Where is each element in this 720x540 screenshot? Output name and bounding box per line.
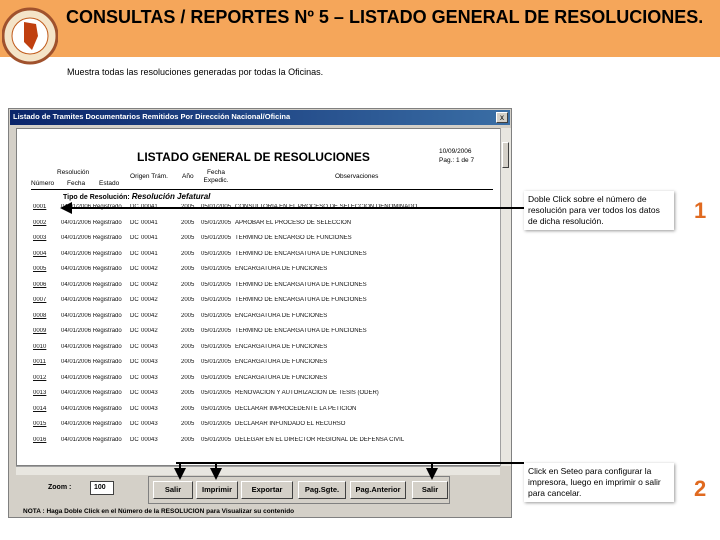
callout-2-badge: 2: [694, 476, 707, 501]
row-fecha: 05/01/2005: [201, 405, 232, 412]
row-date-status: 04/01/2006 Registrado: [61, 250, 122, 257]
exportar-button[interactable]: Exportar: [241, 481, 293, 499]
row-fecha: 05/01/2005: [201, 219, 232, 226]
row-fecha: 05/01/2005: [201, 235, 232, 241]
row-asunto: TERMINO DE ENCARGO DE FUNCIONES: [235, 235, 352, 241]
row-fecha: 05/01/2005: [201, 204, 232, 210]
row-date-status: 04/01/2006 Registrado: [61, 343, 122, 350]
resolution-number[interactable]: 0013: [33, 390, 47, 396]
salir-button[interactable]: Salir: [412, 481, 448, 499]
row-tramite: 00043: [141, 343, 158, 350]
row-fecha: 05/01/2005: [201, 328, 232, 334]
note-text: NOTA : Haga Doble Click en el Número de la RESOLUCION para Visualizar su contenido: [23, 508, 295, 515]
row-origin: DC: [130, 359, 139, 365]
row-origin: DC: [130, 266, 139, 272]
table-row: [33, 282, 495, 298]
slide-subtitle: Muestra todas las resoluciones generadas por todas la Oficinas.: [67, 67, 324, 77]
row-tramite: 00041: [141, 204, 158, 210]
resolution-number[interactable]: 0001: [33, 204, 47, 210]
row-origin: DC: [130, 235, 139, 241]
header-resolucion: Resolución: [57, 169, 90, 176]
row-date-status: 04/01/2006 Registrado: [61, 328, 122, 334]
institution-logo: [2, 2, 58, 74]
row-date-status: 04/01/2006 Registrado: [61, 421, 122, 427]
tipo-label: Tipo de Resolución:: [63, 194, 130, 201]
table-row: [33, 359, 495, 375]
window-title: Listado de Tramites Documentarios Remitidos Por Dirección Nacional/Oficina: [13, 112, 291, 121]
resolution-number[interactable]: 0009: [33, 328, 47, 334]
table-row: [33, 390, 495, 406]
row-date-status: 04/01/2006 Registrado: [61, 312, 122, 319]
resolution-number[interactable]: 0012: [33, 374, 47, 381]
row-year: 2005: [181, 235, 195, 241]
row-date-status: 04/01/2006 Registrado: [61, 436, 122, 443]
row-year: 2005: [181, 359, 195, 365]
header-anio: Año: [182, 173, 194, 180]
table-row: [33, 344, 495, 360]
row-tramite: 00043: [141, 405, 158, 412]
row-tramite: 00042: [141, 328, 158, 334]
row-year: 2005: [181, 328, 195, 334]
resolution-number[interactable]: 0006: [33, 281, 47, 288]
row-year: 2005: [181, 405, 195, 412]
row-asunto: CONSULTORIA EN EL PROCESO DE SELECCION DENOMINADO: [235, 204, 418, 210]
row-tramite: 00042: [141, 266, 158, 272]
header-origen: Origen Trám.: [130, 173, 168, 180]
row-tramite: 00041: [141, 235, 158, 241]
table-row: [33, 297, 495, 313]
zoom-label: Zoom :: [48, 484, 72, 491]
row-date-status: 04/01/2006 Registrado: [61, 405, 122, 412]
horizontal-scrollbar[interactable]: [16, 466, 500, 475]
row-date-status: 04/01/2006 Registrado: [61, 359, 122, 365]
row-fecha: 05/01/2005: [201, 390, 232, 396]
row-date-status: 04/01/2006 Registrado: [61, 374, 122, 381]
row-tramite: 00042: [141, 312, 158, 319]
row-year: 2005: [181, 312, 195, 319]
row-origin: DC: [130, 281, 139, 288]
row-year: 2005: [181, 266, 195, 272]
row-asunto: TERMINO DE ENCARGATURA DE FUNCIONES: [235, 328, 367, 334]
tipo-resolucion: [63, 192, 210, 201]
row-year: 2005: [181, 219, 195, 226]
report-title: LISTADO GENERAL DE RESOLUCIONES: [137, 150, 370, 164]
resolution-number[interactable]: 0010: [33, 343, 47, 350]
row-fecha: 05/01/2005: [201, 266, 232, 272]
zoom-input[interactable]: 100: [90, 481, 114, 495]
row-asunto: ENCARGATURA DE FUNCIONES: [235, 374, 328, 381]
row-asunto: ENCARGATURA DE FUNCIONES: [235, 343, 328, 350]
table-row: [33, 406, 495, 422]
row-asunto: RENOVACION Y AUTORIZACION DE TESIS (ODER): [235, 390, 379, 396]
row-origin: DC: [130, 436, 139, 443]
row-tramite: 00041: [141, 219, 158, 226]
row-year: 2005: [181, 390, 195, 396]
table-row: [33, 235, 495, 251]
resolution-number[interactable]: 0002: [33, 219, 47, 226]
report-page: Pag.: 1 de 7: [439, 157, 475, 164]
table-row: [33, 437, 495, 453]
row-origin: DC: [130, 328, 139, 334]
row-asunto: DECLARAR INFUNDADO EL RECURSO: [235, 421, 346, 427]
row-fecha: 05/01/2005: [201, 359, 232, 365]
scrollbar-thumb[interactable]: [502, 142, 509, 168]
slide-title: CONSULTAS / REPORTES Nº 5 – LISTADO GENERAL DE RESOLUCIONES.: [66, 7, 704, 27]
row-date-status: 04/01/2006 Registrado: [61, 390, 122, 396]
resolution-number[interactable]: 0008: [33, 312, 47, 319]
row-tramite: 00043: [141, 421, 158, 427]
row-tramite: 00043: [141, 436, 158, 443]
row-fecha: 05/01/2005: [201, 250, 232, 257]
row-asunto: DELEGAR EN EL DIRECTOR REGIONAL DE DEFENSA CIVIL: [235, 436, 405, 443]
header-numero: Número: [31, 180, 55, 187]
row-origin: DC: [130, 405, 139, 412]
row-asunto: TERMINO DE ENCARGATURA DE FUNCIONES: [235, 250, 367, 257]
resolution-number[interactable]: 0007: [33, 297, 47, 303]
row-year: 2005: [181, 436, 195, 443]
row-year: 2005: [181, 297, 195, 303]
row-year: 2005: [181, 204, 195, 210]
table-row: [33, 313, 495, 329]
header-fecha-expedicion: Fecha Expedic.: [203, 169, 229, 184]
row-tramite: 00042: [141, 297, 158, 303]
row-origin: DC: [130, 219, 139, 226]
row-fecha: 05/01/2005: [201, 281, 232, 288]
callout-1-badge: 1: [694, 198, 707, 223]
row-year: 2005: [181, 421, 195, 427]
row-date-status: 04/01/2006 Registrado: [61, 281, 122, 288]
row-date-status: 04/01/2006 Registrado: [61, 297, 122, 303]
row-origin: DC: [130, 250, 139, 257]
table-row: [33, 375, 495, 391]
row-asunto: APROBAR EL PROCESO DE SELECCION: [235, 219, 352, 226]
row-date-status: 04/01/2006 Registrado: [61, 266, 122, 272]
resolution-number[interactable]: 0005: [33, 266, 47, 272]
row-tramite: 00042: [141, 281, 158, 288]
resolution-number[interactable]: 0003: [33, 235, 47, 241]
row-fecha: 05/01/2005: [201, 436, 232, 443]
row-asunto: ENCARGATURA DE FUNCIONES: [235, 266, 328, 272]
row-fecha: 05/01/2005: [201, 312, 232, 319]
row-origin: DC: [130, 421, 139, 427]
pag-anterior-button[interactable]: Pag.Anterior: [350, 481, 406, 499]
row-asunto: ENCARGATURA DE FUNCIONES: [235, 312, 328, 319]
table-row: [33, 266, 495, 282]
row-asunto: TERMINO DE ENCARGATURA DE FUNCIONES: [235, 281, 367, 288]
report-date: 10/09/2006: [439, 148, 472, 155]
callout-1: Doble Click sobre el número de resolución para ver todos los datos de dicha resolución.: [524, 191, 674, 230]
window-close-button[interactable]: x: [496, 112, 508, 123]
row-origin: DC: [130, 297, 139, 303]
table-row: [33, 251, 495, 267]
row-tramite: 00041: [141, 250, 158, 257]
row-year: 2005: [181, 281, 195, 288]
header-observaciones: Observaciones: [335, 173, 379, 180]
report-preview: [16, 128, 503, 466]
row-fecha: 05/01/2005: [201, 297, 232, 303]
header-estado: Estado: [99, 180, 120, 187]
table-row: [33, 421, 495, 437]
row-asunto: ENCARGATURA DE FUNCIONES: [235, 359, 328, 365]
header-divider: [31, 189, 493, 190]
row-origin: DC: [130, 312, 139, 319]
callout-2: Click en Seteo para configurar la impresora, luego en imprimir o salir para cancelar.: [524, 463, 674, 502]
window-titlebar[interactable]: [10, 110, 510, 125]
row-date-status: 04/01/2006 Registrado: [61, 219, 122, 226]
row-date-status: 04/01/2006 Registrado: [61, 204, 122, 210]
row-date-status: 04/01/2006 Registrado: [61, 235, 122, 241]
resolution-number[interactable]: 0004: [33, 250, 47, 257]
row-origin: DC: [130, 390, 139, 396]
row-tramite: 00043: [141, 359, 158, 365]
pag-sgte-button[interactable]: Pag.Sgte.: [298, 481, 346, 499]
table-row: [33, 328, 495, 344]
row-tramite: 00043: [141, 374, 158, 381]
resolution-number[interactable]: 0015: [33, 421, 47, 427]
resolution-list: [33, 204, 495, 452]
table-row: [33, 220, 495, 236]
row-fecha: 05/01/2005: [201, 374, 232, 381]
vertical-scrollbar[interactable]: [500, 128, 511, 466]
row-tramite: 00043: [141, 390, 158, 396]
table-row: [33, 204, 495, 220]
row-year: 2005: [181, 374, 195, 381]
row-origin: DC: [130, 343, 139, 350]
resolution-number[interactable]: 0014: [33, 405, 47, 412]
imprimir-button[interactable]: Imprimir: [196, 481, 238, 499]
resolution-number[interactable]: 0016: [33, 436, 47, 443]
resolution-number[interactable]: 0011: [33, 359, 46, 365]
row-fecha: 05/01/2005: [201, 421, 232, 427]
tipo-value: Resolución Jefatural: [131, 192, 211, 201]
row-asunto: TERMINO DE ENCARGATURA DE FUNCIONES: [235, 297, 367, 303]
row-origin: DC: [130, 374, 139, 381]
row-fecha: 05/01/2005: [201, 343, 232, 350]
header-fecha: Fecha: [67, 180, 86, 187]
row-origin: DC: [130, 204, 139, 210]
row-year: 2005: [181, 343, 195, 350]
seteo-button[interactable]: Salir: [153, 481, 193, 499]
row-year: 2005: [181, 250, 195, 257]
row-asunto: DECLARAR IMPROCEDENTE LA PETICION: [235, 405, 357, 412]
